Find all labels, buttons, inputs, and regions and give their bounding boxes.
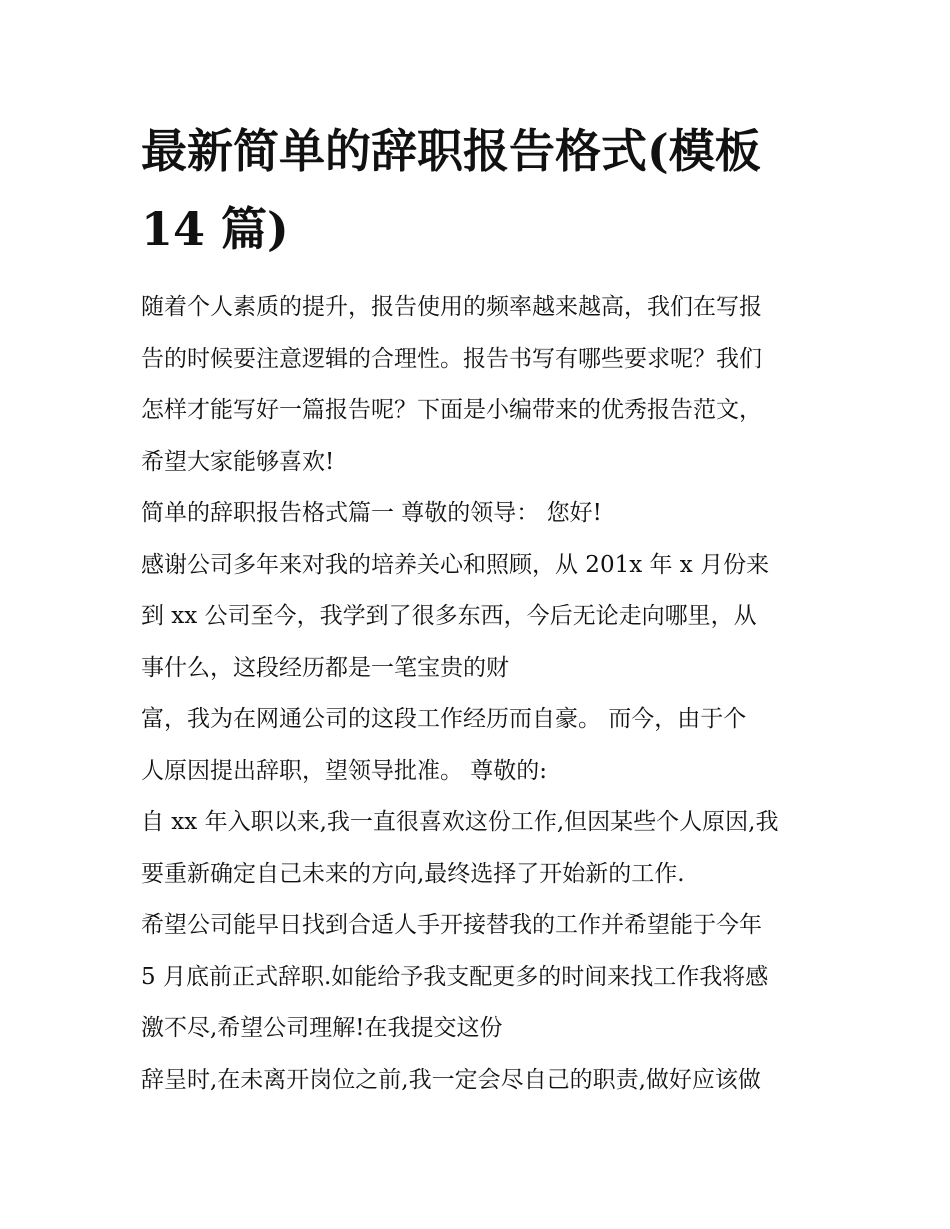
body-line-5: 简单的辞职报告格式篇一 尊敬的领导： 您好! (141, 500, 602, 526)
document-title (141, 112, 813, 268)
body-line-1: 随着个人素质的提升，报告使用的频率越来越高，我们在写报 (141, 294, 762, 320)
body-line-6: 感谢公司多年来对我的培养关心和照顾，从 201x 年 x 月份来 (141, 551, 770, 578)
document-page (141, 112, 813, 1106)
body-line-16: 辞呈时,在未离开岗位之前,我一定会尽自己的职责,做好应该做 (141, 1066, 761, 1093)
title-line-2: 14 篇) (141, 202, 289, 256)
body-line-4: 希望大家能够喜欢! (141, 448, 335, 475)
body-line-10: 人原因提出辞职，望领导批准。 尊敬的: (141, 757, 548, 784)
body-line-11: 自 xx 年入职以来,我一直很喜欢这份工作,但因某些个人原因,我 (141, 809, 779, 835)
body-line-13: 希望公司能早日找到合适人手开接替我的工作并希望能于今年 (141, 912, 762, 938)
body-line-2: 告的时候要注意逻辑的合理性。报告书写有哪些要求呢？我们 (141, 345, 762, 372)
body-line-12: 要重新确定自己未来的方向,最终选择了开始新的工作. (141, 860, 685, 887)
body-line-3: 怎样才能写好一篇报告呢？下面是小编带来的优秀报告范文， (141, 397, 762, 423)
body-line-9: 富，我为在网通公司的这段工作经历而自豪。 而今，由于个 (141, 706, 747, 732)
body-line-14: 5 月底前正式辞职.如能给予我支配更多的时间来找工作我将感 (141, 963, 769, 990)
title-line-1: 最新简单的辞职报告格式(模板 (141, 124, 761, 178)
body-line-8: 事什么，这段经历都是一笔宝贵的财 (141, 654, 509, 681)
body-line-7: 到 xx 公司至今，我学到了很多东西，今后无论走向哪里，从 (141, 603, 757, 629)
document-body (141, 282, 813, 1106)
body-line-15: 激不尽,希望公司理解!在我提交这份 (141, 1015, 503, 1041)
